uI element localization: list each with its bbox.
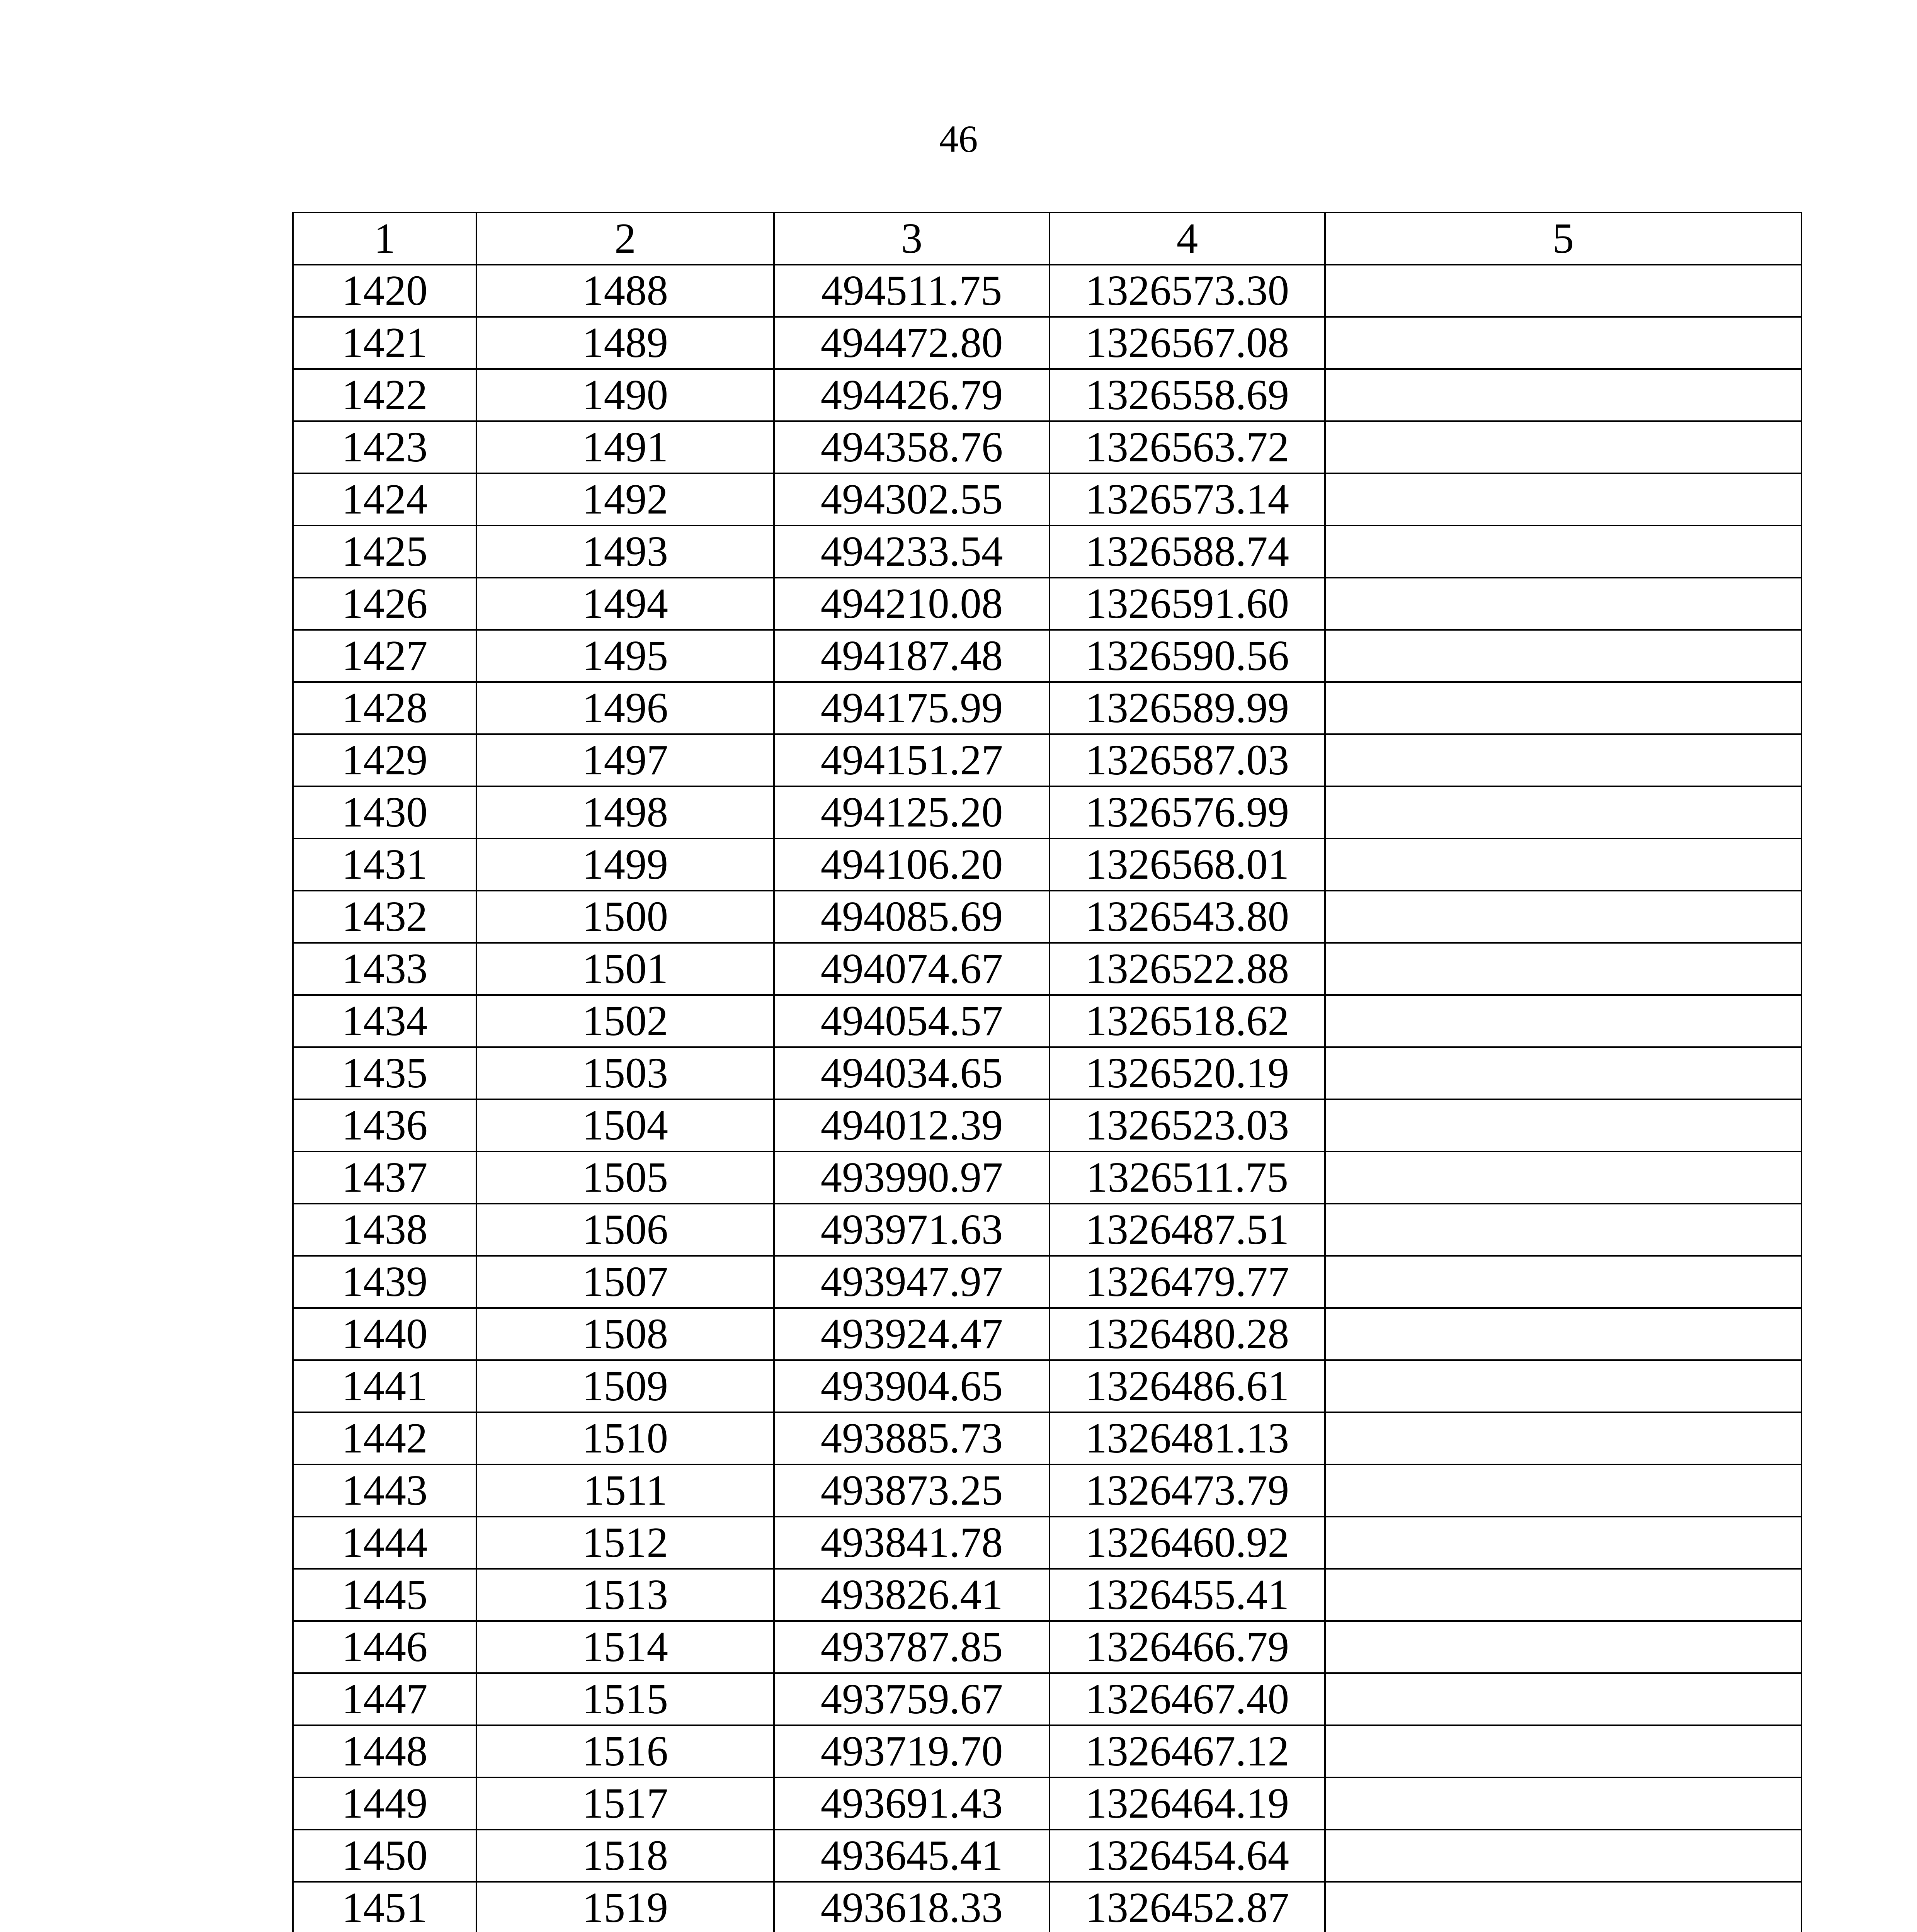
cell-point-id: 1516	[476, 1725, 774, 1777]
table-row	[293, 1777, 1801, 1830]
cell-y-coordinate: 1326576.99	[1050, 786, 1325, 838]
cell-note	[1325, 734, 1801, 786]
cell-y-coordinate: 1326460.92	[1050, 1517, 1325, 1569]
cell-y-coordinate: 1326511.75	[1050, 1151, 1325, 1204]
cell-note	[1325, 317, 1801, 369]
cell-note	[1325, 838, 1801, 891]
cell-x-coordinate: 494012.39	[774, 1099, 1050, 1151]
cell-point-id: 1491	[476, 421, 774, 473]
table-row	[293, 1047, 1801, 1099]
cell-point-number: 1434	[293, 995, 476, 1047]
cell-y-coordinate: 1326589.99	[1050, 682, 1325, 734]
cell-note	[1325, 682, 1801, 734]
table-row	[293, 369, 1801, 421]
cell-note	[1325, 473, 1801, 526]
cell-point-number: 1422	[293, 369, 476, 421]
cell-y-coordinate: 1326454.64	[1050, 1830, 1325, 1882]
cell-x-coordinate: 494426.79	[774, 369, 1050, 421]
table-row	[293, 473, 1801, 526]
cell-note	[1325, 578, 1801, 630]
cell-y-coordinate: 1326487.51	[1050, 1204, 1325, 1256]
cell-x-coordinate: 494175.99	[774, 682, 1050, 734]
cell-note	[1325, 369, 1801, 421]
column-header: 1	[293, 213, 476, 265]
cell-point-id: 1515	[476, 1673, 774, 1725]
column-header: 3	[774, 213, 1050, 265]
cell-y-coordinate: 1326466.79	[1050, 1621, 1325, 1673]
cell-x-coordinate: 493787.85	[774, 1621, 1050, 1673]
cell-note	[1325, 1882, 1801, 1932]
table-row	[293, 1882, 1801, 1932]
cell-point-number: 1445	[293, 1569, 476, 1621]
cell-point-id: 1502	[476, 995, 774, 1047]
cell-point-number: 1429	[293, 734, 476, 786]
column-header: 4	[1050, 213, 1325, 265]
cell-x-coordinate: 494074.67	[774, 943, 1050, 995]
table-row	[293, 786, 1801, 838]
table-row	[293, 1360, 1801, 1412]
cell-point-id: 1499	[476, 838, 774, 891]
cell-note	[1325, 1621, 1801, 1673]
cell-y-coordinate: 1326523.03	[1050, 1099, 1325, 1151]
table-row	[293, 526, 1801, 578]
cell-x-coordinate: 493826.41	[774, 1569, 1050, 1621]
cell-point-number: 1441	[293, 1360, 476, 1412]
cell-point-number: 1421	[293, 317, 476, 369]
table-row	[293, 1569, 1801, 1621]
table-row	[293, 995, 1801, 1047]
cell-x-coordinate: 493759.67	[774, 1673, 1050, 1725]
cell-x-coordinate: 494302.55	[774, 473, 1050, 526]
cell-y-coordinate: 1326587.03	[1050, 734, 1325, 786]
cell-note	[1325, 995, 1801, 1047]
cell-point-id: 1493	[476, 526, 774, 578]
cell-point-number: 1430	[293, 786, 476, 838]
cell-x-coordinate: 494085.69	[774, 891, 1050, 943]
cell-x-coordinate: 494358.76	[774, 421, 1050, 473]
table-row	[293, 1621, 1801, 1673]
cell-note	[1325, 943, 1801, 995]
cell-x-coordinate: 494054.57	[774, 995, 1050, 1047]
cell-note	[1325, 1777, 1801, 1830]
cell-point-id: 1496	[476, 682, 774, 734]
cell-y-coordinate: 1326520.19	[1050, 1047, 1325, 1099]
table-row	[293, 1673, 1801, 1725]
table-row	[293, 421, 1801, 473]
cell-point-id: 1488	[476, 265, 774, 317]
cell-x-coordinate: 494106.20	[774, 838, 1050, 891]
table-row	[293, 1830, 1801, 1882]
cell-point-number: 1443	[293, 1464, 476, 1517]
table-row	[293, 265, 1801, 317]
cell-y-coordinate: 1326455.41	[1050, 1569, 1325, 1621]
cell-y-coordinate: 1326486.61	[1050, 1360, 1325, 1412]
cell-point-number: 1436	[293, 1099, 476, 1151]
cell-point-number: 1428	[293, 682, 476, 734]
cell-note	[1325, 1830, 1801, 1882]
cell-point-number: 1449	[293, 1777, 476, 1830]
cell-point-id: 1489	[476, 317, 774, 369]
cell-y-coordinate: 1326522.88	[1050, 943, 1325, 995]
cell-note	[1325, 1412, 1801, 1464]
cell-point-number: 1426	[293, 578, 476, 630]
cell-point-id: 1506	[476, 1204, 774, 1256]
cell-x-coordinate: 494125.20	[774, 786, 1050, 838]
cell-x-coordinate: 494187.48	[774, 630, 1050, 682]
cell-point-number: 1438	[293, 1204, 476, 1256]
cell-point-number: 1440	[293, 1308, 476, 1360]
cell-point-number: 1424	[293, 473, 476, 526]
table-row	[293, 1725, 1801, 1777]
cell-point-id: 1492	[476, 473, 774, 526]
cell-x-coordinate: 494151.27	[774, 734, 1050, 786]
cell-point-number: 1427	[293, 630, 476, 682]
cell-note	[1325, 1517, 1801, 1569]
cell-point-id: 1505	[476, 1151, 774, 1204]
column-header: 2	[476, 213, 774, 265]
cell-point-id: 1497	[476, 734, 774, 786]
table-row	[293, 838, 1801, 891]
cell-point-number: 1437	[293, 1151, 476, 1204]
cell-x-coordinate: 493841.78	[774, 1517, 1050, 1569]
cell-point-id: 1507	[476, 1256, 774, 1308]
cell-y-coordinate: 1326588.74	[1050, 526, 1325, 578]
cell-point-id: 1495	[476, 630, 774, 682]
cell-x-coordinate: 494210.08	[774, 578, 1050, 630]
cell-point-number: 1423	[293, 421, 476, 473]
cell-point-id: 1513	[476, 1569, 774, 1621]
cell-note	[1325, 1204, 1801, 1256]
cell-note	[1325, 1256, 1801, 1308]
cell-x-coordinate: 494472.80	[774, 317, 1050, 369]
cell-point-id: 1519	[476, 1882, 774, 1932]
cell-x-coordinate: 494233.54	[774, 526, 1050, 578]
cell-point-number: 1435	[293, 1047, 476, 1099]
cell-point-id: 1518	[476, 1830, 774, 1882]
cell-point-id: 1504	[476, 1099, 774, 1151]
cell-point-number: 1451	[293, 1882, 476, 1932]
cell-x-coordinate: 493924.47	[774, 1308, 1050, 1360]
table-row	[293, 734, 1801, 786]
table-row	[293, 317, 1801, 369]
cell-point-id: 1514	[476, 1621, 774, 1673]
column-header: 5	[1325, 213, 1801, 265]
cell-x-coordinate: 493618.33	[774, 1882, 1050, 1932]
table-row	[293, 1412, 1801, 1464]
cell-x-coordinate: 493904.65	[774, 1360, 1050, 1412]
cell-point-number: 1431	[293, 838, 476, 891]
cell-point-id: 1512	[476, 1517, 774, 1569]
cell-x-coordinate: 493719.70	[774, 1725, 1050, 1777]
cell-y-coordinate: 1326473.79	[1050, 1464, 1325, 1517]
cell-point-number: 1420	[293, 265, 476, 317]
cell-point-id: 1500	[476, 891, 774, 943]
table-row	[293, 1308, 1801, 1360]
cell-y-coordinate: 1326479.77	[1050, 1256, 1325, 1308]
cell-point-id: 1498	[476, 786, 774, 838]
cell-note	[1325, 630, 1801, 682]
cell-x-coordinate: 494034.65	[774, 1047, 1050, 1099]
cell-y-coordinate: 1326464.19	[1050, 1777, 1325, 1830]
table-row	[293, 1464, 1801, 1517]
cell-x-coordinate: 493691.43	[774, 1777, 1050, 1830]
cell-point-number: 1432	[293, 891, 476, 943]
cell-point-id: 1490	[476, 369, 774, 421]
cell-y-coordinate: 1326591.60	[1050, 578, 1325, 630]
cell-point-id: 1508	[476, 1308, 774, 1360]
cell-y-coordinate: 1326568.01	[1050, 838, 1325, 891]
cell-point-number: 1433	[293, 943, 476, 995]
cell-note	[1325, 1099, 1801, 1151]
cell-note	[1325, 1725, 1801, 1777]
cell-point-number: 1448	[293, 1725, 476, 1777]
cell-note	[1325, 1569, 1801, 1621]
cell-point-number: 1446	[293, 1621, 476, 1673]
cell-point-number: 1447	[293, 1673, 476, 1725]
cell-note	[1325, 1464, 1801, 1517]
cell-x-coordinate: 493990.97	[774, 1151, 1050, 1204]
cell-point-number: 1444	[293, 1517, 476, 1569]
table-row	[293, 1256, 1801, 1308]
cell-note	[1325, 1673, 1801, 1725]
cell-y-coordinate: 1326480.28	[1050, 1308, 1325, 1360]
table-row	[293, 682, 1801, 734]
cell-point-id: 1517	[476, 1777, 774, 1830]
cell-x-coordinate: 493947.97	[774, 1256, 1050, 1308]
table-row	[293, 891, 1801, 943]
table-row	[293, 1151, 1801, 1204]
cell-note	[1325, 265, 1801, 317]
cell-x-coordinate: 493645.41	[774, 1830, 1050, 1882]
cell-note	[1325, 1308, 1801, 1360]
cell-note	[1325, 786, 1801, 838]
cell-y-coordinate: 1326573.14	[1050, 473, 1325, 526]
coordinates-table	[292, 212, 1802, 1932]
cell-point-id: 1503	[476, 1047, 774, 1099]
cell-point-number: 1425	[293, 526, 476, 578]
cell-point-id: 1511	[476, 1464, 774, 1517]
cell-x-coordinate: 493873.25	[774, 1464, 1050, 1517]
cell-y-coordinate: 1326563.72	[1050, 421, 1325, 473]
cell-point-id: 1509	[476, 1360, 774, 1412]
cell-y-coordinate: 1326567.08	[1050, 317, 1325, 369]
table-header-row	[293, 213, 1801, 265]
cell-y-coordinate: 1326590.56	[1050, 630, 1325, 682]
cell-point-number: 1442	[293, 1412, 476, 1464]
cell-point-id: 1494	[476, 578, 774, 630]
cell-note	[1325, 1360, 1801, 1412]
cell-x-coordinate: 493885.73	[774, 1412, 1050, 1464]
cell-y-coordinate: 1326467.12	[1050, 1725, 1325, 1777]
table-row	[293, 578, 1801, 630]
cell-y-coordinate: 1326452.87	[1050, 1882, 1325, 1932]
table-row	[293, 1517, 1801, 1569]
cell-note	[1325, 421, 1801, 473]
cell-y-coordinate: 1326558.69	[1050, 369, 1325, 421]
cell-point-id: 1501	[476, 943, 774, 995]
cell-note	[1325, 1047, 1801, 1099]
table-row	[293, 1099, 1801, 1151]
cell-note	[1325, 526, 1801, 578]
cell-y-coordinate: 1326481.13	[1050, 1412, 1325, 1464]
cell-point-number: 1450	[293, 1830, 476, 1882]
table-row	[293, 1204, 1801, 1256]
cell-y-coordinate: 1326467.40	[1050, 1673, 1325, 1725]
cell-x-coordinate: 493971.63	[774, 1204, 1050, 1256]
cell-note	[1325, 1151, 1801, 1204]
table-row	[293, 943, 1801, 995]
cell-x-coordinate: 494511.75	[774, 265, 1050, 317]
page-number: 46	[939, 117, 978, 160]
cell-point-number: 1439	[293, 1256, 476, 1308]
cell-point-id: 1510	[476, 1412, 774, 1464]
cell-y-coordinate: 1326518.62	[1050, 995, 1325, 1047]
table-row	[293, 630, 1801, 682]
cell-note	[1325, 891, 1801, 943]
cell-y-coordinate: 1326543.80	[1050, 891, 1325, 943]
cell-y-coordinate: 1326573.30	[1050, 265, 1325, 317]
table-body	[293, 265, 1801, 1932]
